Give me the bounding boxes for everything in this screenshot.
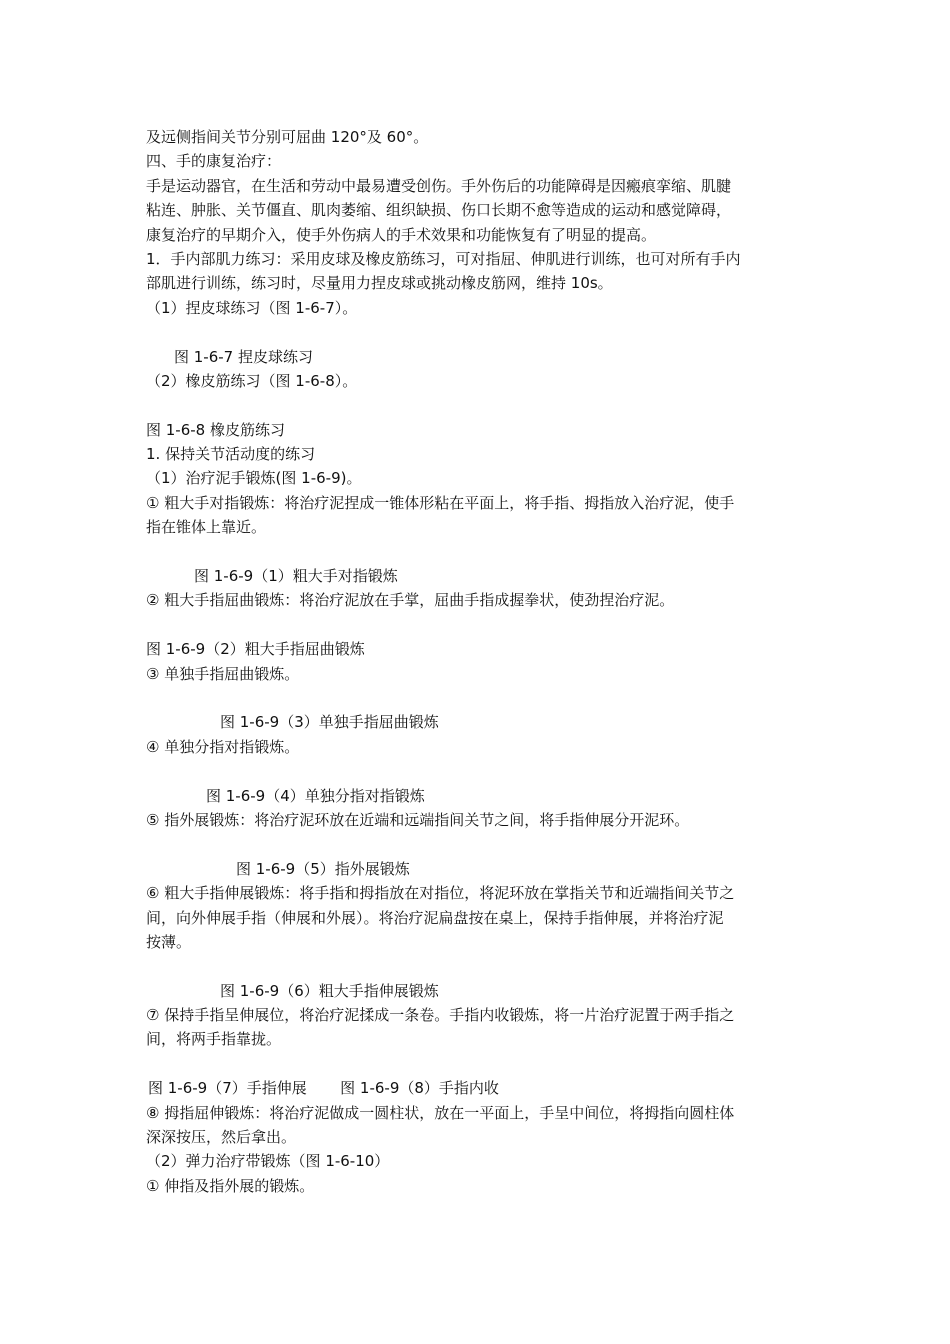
text-line: 1．手内部肌力练习：采用皮球及橡皮筋练习，可对指屈、伸肌进行训练，也可对所有手内 xyxy=(146,249,741,268)
text-line: 手是运动器官，在生活和劳动中最易遭受创伤。手外伤后的功能障碍是因瘢痕挛缩、肌腱 xyxy=(146,176,732,195)
figure-placeholder xyxy=(146,320,810,344)
text-line: 深深按压，然后拿出。 xyxy=(146,1128,297,1147)
text-line: ① 粗大手对指锻炼：将治疗泥捏成一锥体形粘在平面上，将手指、拇指放入治疗泥，使手 xyxy=(146,493,735,512)
text-line: ⑥ 粗大手指伸展锻炼：将手指和拇指放在对指位，将泥环放在掌指关节和近端指间关节之 xyxy=(146,884,735,903)
text-line: 间，将两手指靠拢。 xyxy=(146,1030,282,1049)
text-line: （1）治疗泥手锻炼(图 1-6-9)。 xyxy=(146,469,362,488)
section-heading: 四、手的康复治疗： xyxy=(146,152,282,171)
text-line: 部肌进行训练，练习时，尽量用力捏皮球或挑动橡皮筋网，维持 10s。 xyxy=(146,274,613,293)
figure-placeholder xyxy=(146,954,810,978)
figure-caption: 图 1-6-9（7）手指伸展 图 1-6-9（8）手指内收 xyxy=(148,1079,499,1098)
text-line: ⑤ 指外展锻炼：将治疗泥环放在近端和远端指间关节之间，将手指伸展分开泥环。 xyxy=(146,810,690,829)
text-line: 按薄。 xyxy=(146,932,192,951)
figure-caption: 图 1-6-7 捏皮球练习 xyxy=(174,347,313,366)
text-line: 间，向外伸展手指（伸展和外展）。将治疗泥扁盘按在桌上，保持手指伸展，并将治疗泥 xyxy=(146,908,724,927)
figure-placeholder xyxy=(146,686,810,710)
text-line: 康复治疗的早期介入，使手外伤病人的手术效果和功能恢复有了明显的提高。 xyxy=(146,225,657,244)
text-line: （2）弹力治疗带锻炼（图 1-6-10） xyxy=(146,1152,390,1171)
text-line: ④ 单独分指对指锻炼。 xyxy=(146,737,300,756)
text-line: ⑧ 拇指屈伸锻炼：将治疗泥做成一圆柱状，放在一平面上，手呈中间位，将拇指向圆柱体 xyxy=(146,1103,735,1122)
figure-placeholder xyxy=(146,613,810,637)
figure-placeholder xyxy=(146,393,810,417)
document-page xyxy=(146,125,810,1198)
text-line: ① 伸指及指外展的锻炼。 xyxy=(146,1176,315,1195)
section-heading: 1. 保持关节活动度的练习 xyxy=(146,445,316,464)
text-line: ③ 单独手指屈曲锻炼。 xyxy=(146,664,300,683)
figure-caption: 图 1-6-9（5）指外展锻炼 xyxy=(236,859,410,878)
text-line: 指在锥体上靠近。 xyxy=(146,518,267,537)
figure-caption: 图 1-6-9（4）单独分指对指锻炼 xyxy=(206,786,425,805)
figure-caption: 图 1-6-9（3）单独手指屈曲锻炼 xyxy=(220,713,439,732)
figure-caption: 图 1-6-9（1）粗大手对指锻炼 xyxy=(194,567,398,586)
text-line: ⑦ 保持手指呈伸展位，将治疗泥揉成一条卷。手指内收锻炼，将一片治疗泥置于两手指之 xyxy=(146,1006,735,1025)
text-line: 粘连、肿胀、关节僵直、肌肉萎缩、组织缺损、伤口长期不愈等造成的运动和感觉障碍， xyxy=(146,201,732,220)
text-line: （2）橡皮筋练习（图 1-6-8）。 xyxy=(146,371,358,390)
text-line: 及远侧指间关节分别可屈曲 120°及 60°。 xyxy=(146,128,429,146)
figure-caption: 图 1-6-9（6）粗大手指伸展锻炼 xyxy=(220,981,439,1000)
text-line: ② 粗大手指屈曲锻炼：将治疗泥放在手掌，屈曲手指成握拳状，使劲捏治疗泥。 xyxy=(146,591,675,610)
figure-placeholder xyxy=(146,540,810,564)
figure-caption: 图 1-6-8 橡皮筋练习 xyxy=(146,420,285,439)
figure-caption: 图 1-6-9（2）粗大手指屈曲锻炼 xyxy=(146,640,365,659)
figure-placeholder xyxy=(146,832,810,856)
figure-placeholder xyxy=(146,759,810,783)
figure-placeholder xyxy=(146,1052,810,1076)
text-line: （1）捏皮球练习（图 1-6-7）。 xyxy=(146,298,358,317)
